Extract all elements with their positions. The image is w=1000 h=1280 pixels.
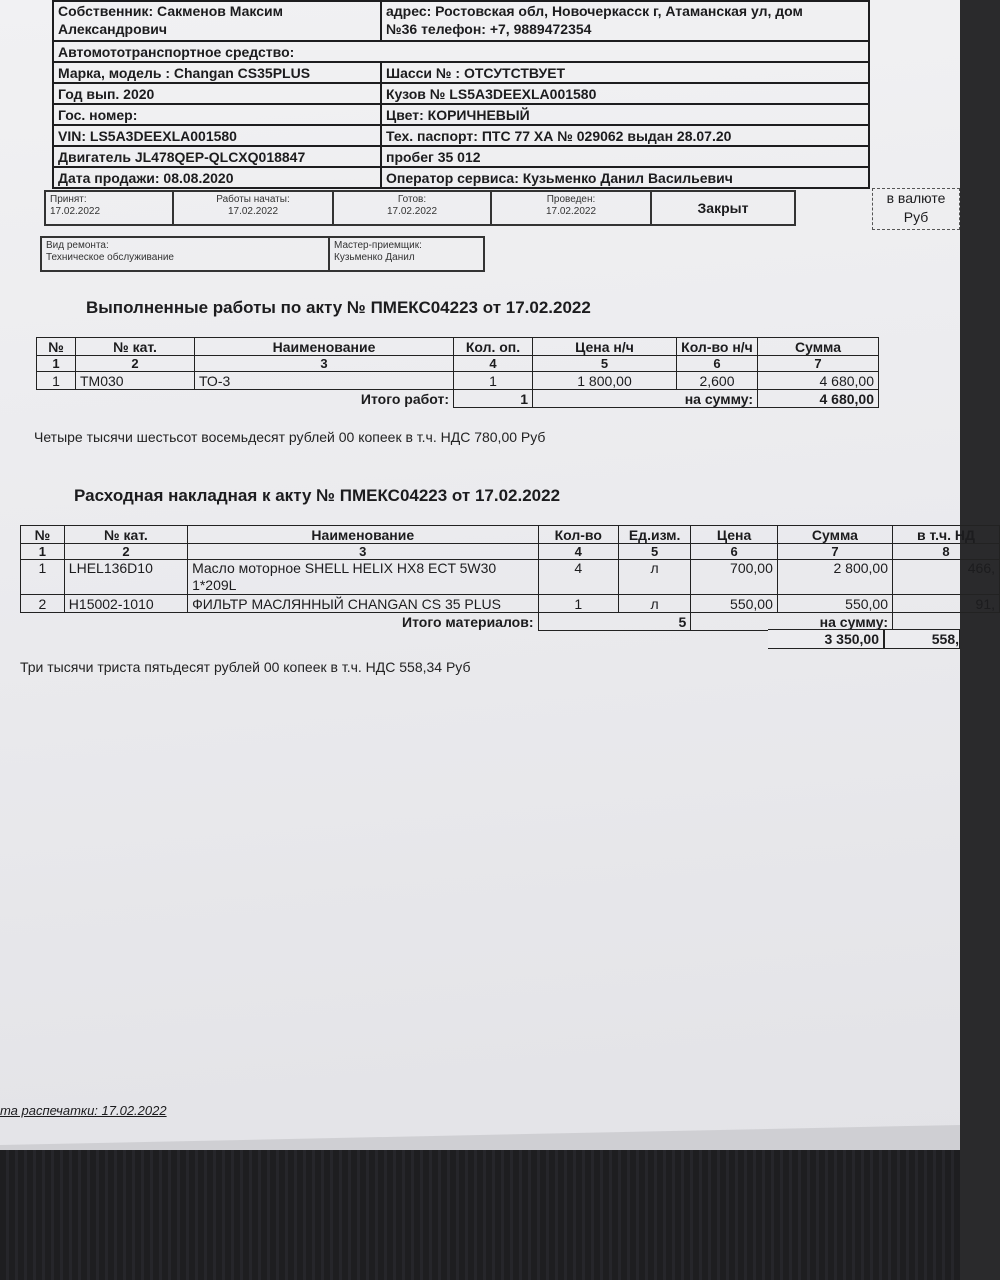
currency-box [872,188,960,230]
works-sum-value: 4 680,00 [758,390,879,408]
production-year: Год вып. 2020 [53,83,381,104]
material-row-vat: 91, [892,595,999,613]
material-row-no: 2 [21,595,65,613]
material-row-name: ФИЛЬТР МАСЛЯННЫЙ CHANGAN CS 35 PLUS [188,595,538,613]
work-row-hours: 2,600 [677,372,758,390]
works-col-sum: Сумма [758,338,879,356]
owner-line-2: Александрович [58,21,167,37]
materials-num: 7 [777,544,892,560]
accepted-value: 17.02.2022 [50,206,101,217]
materials-col-cat: № кат. [64,526,187,544]
works-total-words: Четыре тысячи шестьсот восемьдесят рублей 00 копеек в т.ч. НДС 780,00 Руб [34,429,546,445]
table-row [21,560,1000,595]
material-name-extra: 1*209L [192,577,237,593]
works-table [36,337,879,408]
materials-num: 8 [892,544,999,560]
materials-vat-total: 558, [884,629,960,649]
material-row-sum: 2 800,00 [777,560,892,595]
ready-label: Готов: [397,194,427,205]
accepted-label: Принят: [50,194,87,205]
owner-line-1: Собственник: Сакменов Максим [58,3,283,19]
works-col-cat: № кат. [76,338,195,356]
material-row-unit: л [618,595,690,613]
vehicle-section-label: Автомототранспортное средство: [53,41,869,62]
materials-col-qty: Кол-во [538,526,618,544]
work-row-name: ТО-3 [195,372,454,390]
works-total-row [37,390,879,408]
materials-total-row [21,613,1000,631]
materials-col-unit: Ед.изм. [618,526,690,544]
materials-header-row [21,526,1000,544]
repair-type-value: Техническое обслуживание [46,252,174,263]
materials-col-no: № [21,526,65,544]
mileage: пробег 35 012 [381,146,869,167]
works-sum-label: на сумму: [533,390,758,408]
owner-cell [53,1,381,41]
master-box [330,238,483,270]
materials-num: 5 [618,544,690,560]
repair-type-box [42,238,330,270]
works-total-count: 1 [454,390,533,408]
works-title: Выполненные работы по акту № ПМЕКС04223 от 17.02.2022 [86,298,591,317]
materials-num: 2 [64,544,187,560]
materials-col-sum: Сумма [777,526,892,544]
materials-sum-label: на сумму: [691,613,893,631]
materials-table [20,525,1000,631]
materials-number-row [21,544,1000,560]
material-row-price: 700,00 [691,560,778,595]
materials-num: 6 [691,544,778,560]
materials-col-vat: в т.ч. НД [892,526,999,544]
chassis-number: Шасси № : ОТСУТСТВУЕТ [381,62,869,83]
material-row-no: 1 [21,560,65,595]
posted-box [492,192,652,224]
accepted-box [46,192,174,224]
repair-type-label: Вид ремонта: [46,240,109,251]
posted-label: Проведен: [546,194,596,205]
material-row-vat: 466, [892,560,999,595]
currency-label: в валюте [886,190,946,206]
works-num: 5 [533,356,677,372]
works-num: 1 [37,356,76,372]
vin: VIN: LS5A3DEEXLA001580 [53,125,381,146]
background-surface [0,1150,960,1280]
works-col-name: Наименование [195,338,454,356]
materials-num: 4 [538,544,618,560]
material-row-qty: 1 [538,595,618,613]
materials-sum-value: 3 350,00 [768,629,884,649]
material-row-sum: 550,00 [777,595,892,613]
work-row-cat: ТМ030 [76,372,195,390]
master-value: Кузьменко Данил [334,252,415,263]
works-num: 3 [195,356,454,372]
repair-info [40,236,485,272]
materials-total-count: 5 [538,613,691,631]
works-col-price: Цена н/ч [533,338,677,356]
materials-num: 1 [21,544,65,560]
works-num: 4 [454,356,533,372]
material-row-name [188,560,538,595]
posted-value: 17.02.2022 [545,206,597,217]
materials-col-name: Наименование [188,526,538,544]
work-row-sum: 4 680,00 [758,372,879,390]
status-strip [44,190,796,226]
materials-total-label: Итого материалов: [402,613,534,630]
started-box [174,192,334,224]
works-col-no: № [37,338,76,356]
works-num: 2 [76,356,195,372]
material-row-price: 550,00 [691,595,778,613]
master-label: Мастер-приемщик: [334,240,422,251]
body-number: Кузов № LS5A3DEEXLA001580 [381,83,869,104]
works-header-row [37,338,879,356]
works-col-hours: Кол-во н/ч [677,338,758,356]
ready-box [334,192,492,224]
works-total-label: Итого работ: [360,390,449,407]
make-model: Марка, модель : Changan CS35PLUS [53,62,381,83]
works-col-ops: Кол. оп. [454,338,533,356]
order-state: Закрыт [697,200,749,216]
address-cell [381,1,869,41]
work-row-price: 1 800,00 [533,372,677,390]
service-operator: Оператор сервиса: Кузьменко Данил Васильевич [381,167,869,188]
vehicle-passport: Тех. паспорт: ПТС 77 ХА № 029062 выдан 28.07.20 [381,125,869,146]
engine-number: Двигатель JL478QEP-QLCXQ018847 [53,146,381,167]
work-row-ops: 1 [454,372,533,390]
address-line-2: №36 телефон: +7, 9889472354 [386,21,592,37]
ready-value: 17.02.2022 [386,206,438,217]
material-row-unit: л [618,560,690,595]
works-num: 6 [677,356,758,372]
sale-date: Дата продажи: 08.08.2020 [53,167,381,188]
material-name-line: Масло моторное SHELL HELIX HX8 ECT 5W30 [192,560,497,576]
print-date: та распечатки: 17.02.2022 [0,1103,167,1118]
vehicle-color: Цвет: КОРИЧНЕВЫЙ [381,104,869,125]
works-num: 7 [758,356,879,372]
vehicle-info-table [52,0,870,189]
started-value: 17.02.2022 [227,206,279,217]
work-row-no: 1 [37,372,76,390]
materials-col-price: Цена [691,526,778,544]
address-line-1: адрес: Ростовская обл, Новочеркасск г, Атаманская ул, дом [386,3,803,19]
table-row [37,372,879,390]
plate-number: Гос. номер: [53,104,381,125]
materials-num: 3 [188,544,538,560]
material-row-qty: 4 [538,560,618,595]
materials-title: Расходная накладная к акту № ПМЕКС04223 от 17.02.2022 [74,486,561,505]
currency-value: Руб [903,209,929,225]
material-row-cat: LHEL136D10 [64,560,187,595]
works-number-row [37,356,879,372]
started-label: Работы начаты: [216,194,290,205]
material-row-cat: H15002-1010 [64,595,187,613]
table-row [21,595,1000,613]
materials-total-words: Три тысячи триста пятьдесят рублей 00 копеек в т.ч. НДС 558,34 Руб [20,659,471,675]
